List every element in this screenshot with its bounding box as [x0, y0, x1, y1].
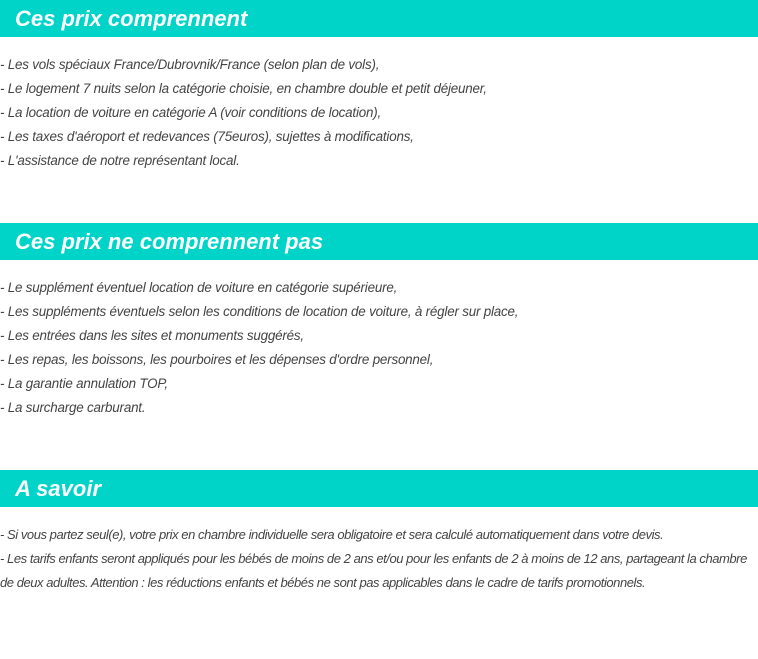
section-title: A savoir — [0, 470, 758, 507]
section-not-included — [0, 223, 758, 420]
included-list — [0, 53, 758, 173]
list-item: - La surcharge carburant. — [0, 400, 146, 415]
not-included-list — [0, 276, 758, 420]
list-item: - Les tarifs enfants seront appliqués pour les bébés de moins de 2 ans et/ou pour les enfants de 2 à moins de 12 ans, partageant la chambre de deux adultes. Attention : les réductions enfants et bébés ne sont pas applicables dans le cadre de tarifs promotionnels. — [0, 551, 747, 590]
list-item: - L'assistance de notre représentant local. — [0, 153, 240, 168]
list-item: - Si vous partez seul(e), votre prix en chambre individuelle sera obligatoire et sera calculé automatiquement dans votre devis. — [0, 527, 664, 542]
list-item: - La garantie annulation TOP, — [0, 376, 168, 391]
section-title: Ces prix comprennent — [0, 0, 758, 37]
list-item: - Les taxes d'aéroport et redevances (75euros), sujettes à modifications, — [0, 129, 414, 144]
list-item: - Les suppléments éventuels selon les conditions de location de voiture, à régler sur place, — [0, 304, 519, 319]
list-item: - Le logement 7 nuits selon la catégorie choisie, en chambre double et petit déjeuner, — [0, 81, 487, 96]
list-item: - Les entrées dans les sites et monuments suggérés, — [0, 328, 304, 343]
list-item: - Les vols spéciaux France/Dubrovnik/France (selon plan de vols), — [0, 57, 380, 72]
section-title: Ces prix ne comprennent pas — [0, 223, 758, 260]
a-savoir-list — [0, 523, 758, 595]
section-a-savoir — [0, 470, 758, 595]
list-item: - La location de voiture en catégorie A (voir conditions de location), — [0, 105, 381, 120]
list-item: - Le supplément éventuel location de voiture en catégorie supérieure, — [0, 280, 398, 295]
section-included — [0, 0, 758, 173]
list-item: - Les repas, les boissons, les pourboires et les dépenses d'ordre personnel, — [0, 352, 434, 367]
